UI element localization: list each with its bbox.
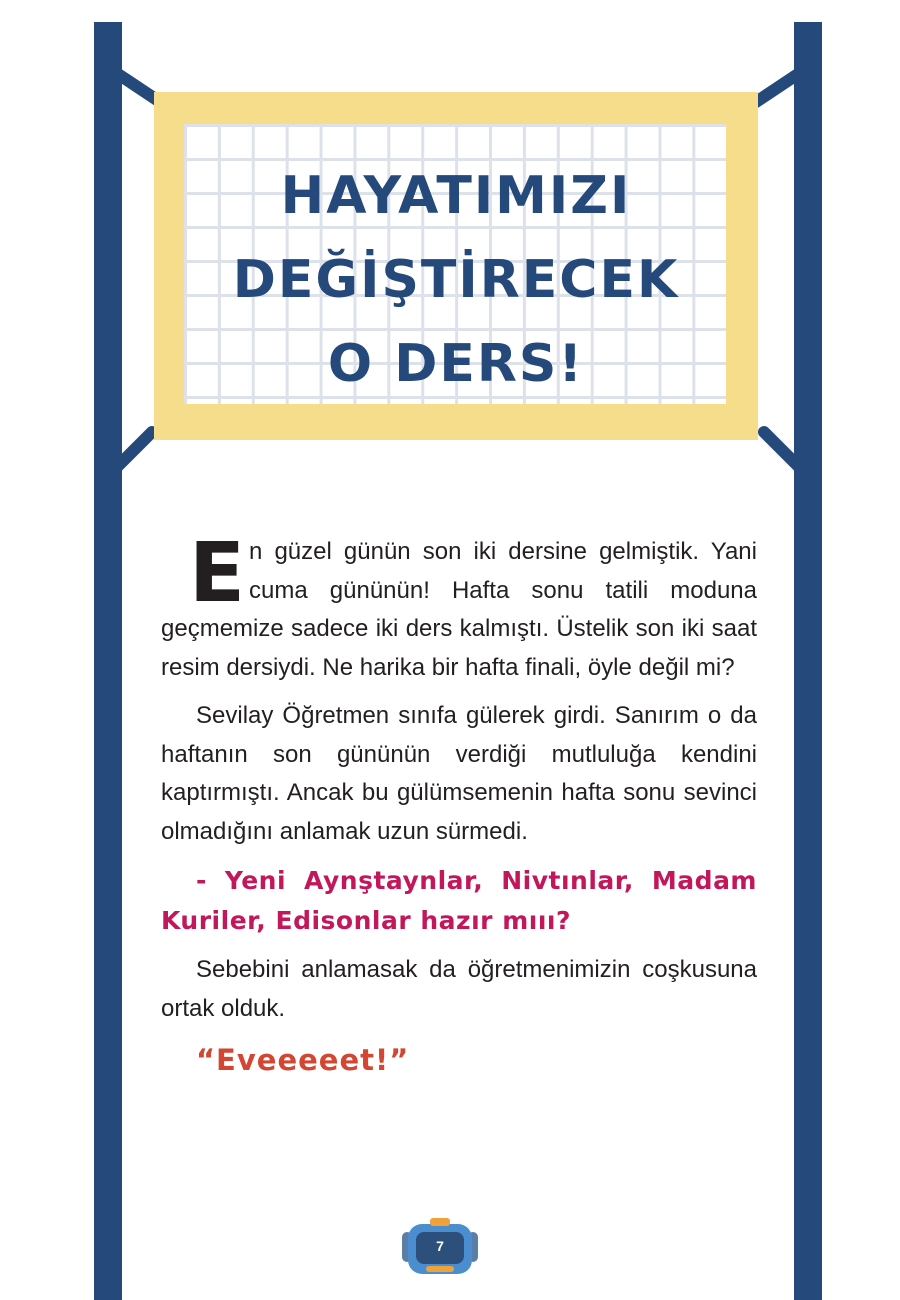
title-sign xyxy=(154,92,758,440)
class-exclamation: “Eveeeeet!” xyxy=(196,1043,410,1077)
chapter-title-line-1: HAYATIMIZI xyxy=(280,166,632,226)
teacher-speech: - Yeni Aynştaynlar, Nivtınlar, Madam Kuriler, Edisonlar hazır mııı? xyxy=(161,866,757,935)
paragraph-2: Sevilay Öğretmen sınıfa gülerek girdi. Sanırım o da haftanın son gününün verdiği mutluluğa kendini kaptırmıştı. Ancak bu gülümsemenin hafta sonu sevinci olmadığını anlamak uzun sürmedi. xyxy=(161,702,757,845)
brace-bottom-right xyxy=(764,432,798,466)
brace-bottom-left xyxy=(118,432,152,466)
page-number-badge xyxy=(400,1218,480,1276)
chapter-title-line-3: O DERS! xyxy=(327,334,585,394)
drop-cap: E xyxy=(189,526,246,621)
chapter-text xyxy=(161,526,757,1092)
page-number: 7 xyxy=(436,1238,444,1254)
paragraph-1 xyxy=(161,526,757,687)
paragraph-3: Sebebini anlamasak da öğretmenimizin coşkusuna ortak olduk. xyxy=(161,956,757,1022)
chapter-title-line-2: DEĞİŞTİRECEK xyxy=(232,250,680,310)
chapter-title xyxy=(154,154,758,406)
brace-top-right xyxy=(756,74,798,102)
paragraph-1-text: n güzel günün son iki dersine gelmiştik. Yani cuma gününün! Hafta sonu tatili moduna geçmemize sadece iki ders kalmıştı. Üstelik son iki saat resim dersiydi. Ne harika bir hafta finali, öyle değil mi? xyxy=(161,538,757,681)
